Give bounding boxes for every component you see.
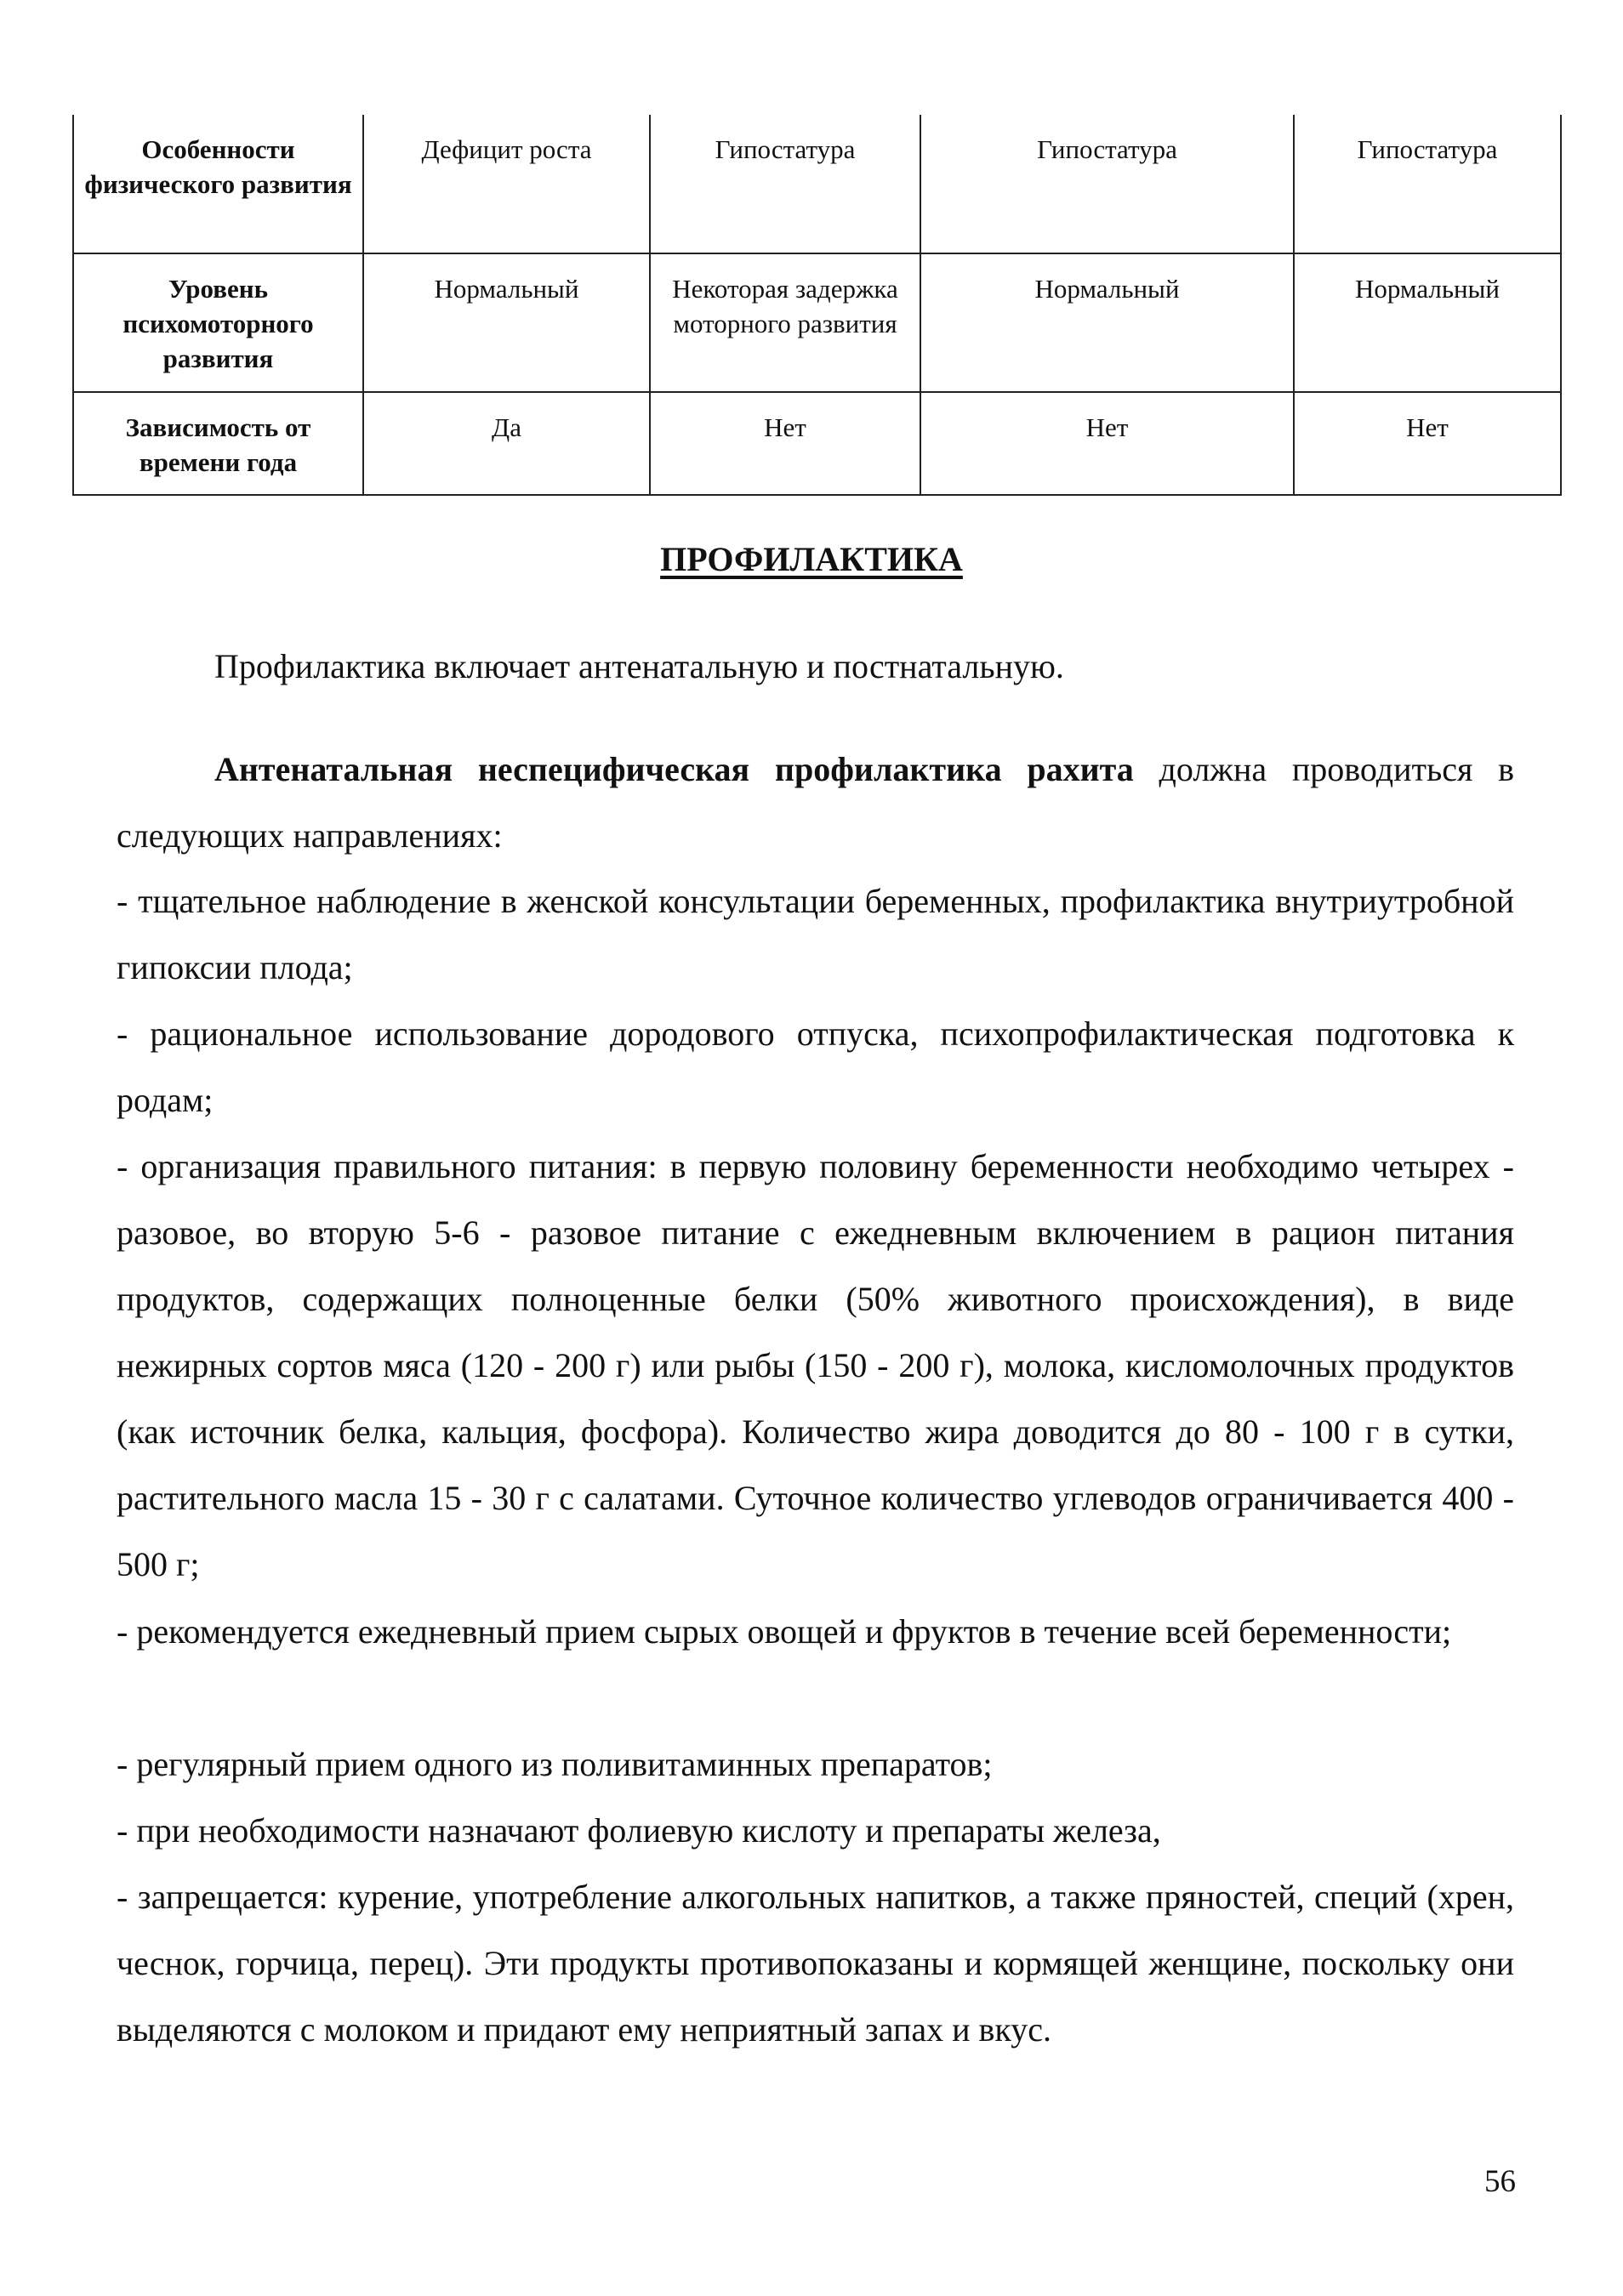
list-item: - регулярный прием одного из поливитаминных препаратов; [117, 1745, 993, 1783]
list-item: - рациональное использование дородового отпуска, психопрофилактическая подготовка к родам; [117, 1014, 1514, 1119]
table-cell: Гипостатура [1294, 115, 1561, 253]
antenatal-rest: должна проводиться в следующих направлениях: [117, 750, 1515, 855]
table-cell: Нормальный [920, 253, 1294, 392]
table-cell: Нормальный [363, 253, 650, 392]
table-cell: Нет [1294, 392, 1561, 495]
table-cell: Нет [920, 392, 1294, 495]
row-header: Уровень психомоторного развития [73, 253, 363, 392]
comparison-table [72, 115, 1562, 496]
table-cell: Нет [650, 392, 920, 495]
intro-paragraph: Профилактика включает антенатальную и постнатальную. [214, 647, 1064, 685]
list-item: - запрещается: курение, употребление алкогольных напитков, а также пряностей, специй (хрен, чеснок, горчица, перец). Эти продукты противопоказаны и кормящей женщине, поскольку они выделяются с молоком и придают ему неприятный запах и вкус. [117, 1878, 1514, 2049]
table-cell: Нормальный [1294, 253, 1561, 392]
table-cell: Некоторая задержка моторного развития [650, 253, 920, 392]
table-row [73, 115, 1561, 253]
page-number: 56 [1484, 2164, 1516, 2199]
list-item: - при необходимости назначают фолиевую кислоту и препараты железа, [117, 1811, 1161, 1850]
section-heading: ПРОФИЛАКТИКА [660, 540, 963, 578]
list-item: - тщательное наблюдение в женской консультации беременных, профилактика внутриутробной гипоксии плода; [117, 882, 1514, 986]
table-row [73, 253, 1561, 392]
row-header: Особенности физического развития [73, 115, 363, 253]
table-cell: Да [363, 392, 650, 495]
table-cell: Дефицит роста [363, 115, 650, 253]
table-row [73, 392, 1561, 495]
list-item: - организация правильного питания: в первую половину беременности необходимо четырех - разовое, во вторую 5-6 - разовое питание с ежедневным включением в рацион питания продуктов, содержащих полноценные белки (50% животного происхождения), в виде нежирных сортов мяса (120 - 200 г) или рыбы (150 - 200 г), молока, кисломолочных продуктов (как источник белка, кальция, фосфора). Количество жира доводится до 80 - 100 г в сутки, растительного масла 15 - 30 г с салатами. Суточное количество углеводов ограничивается 400 - 500 г; [117, 1147, 1514, 1583]
antenatal-bold-lead: Антенатальная неспецифическая профилактика рахита [214, 750, 1134, 788]
list-item: - рекомендуется ежедневный прием сырых овощей и фруктов в течение всей беременности; [117, 1612, 1452, 1651]
table-cell: Гипостатура [920, 115, 1294, 253]
antenatal-paragraph [117, 736, 1514, 869]
table-cell: Гипостатура [650, 115, 920, 253]
row-header: Зависимость от времени года [73, 392, 363, 495]
